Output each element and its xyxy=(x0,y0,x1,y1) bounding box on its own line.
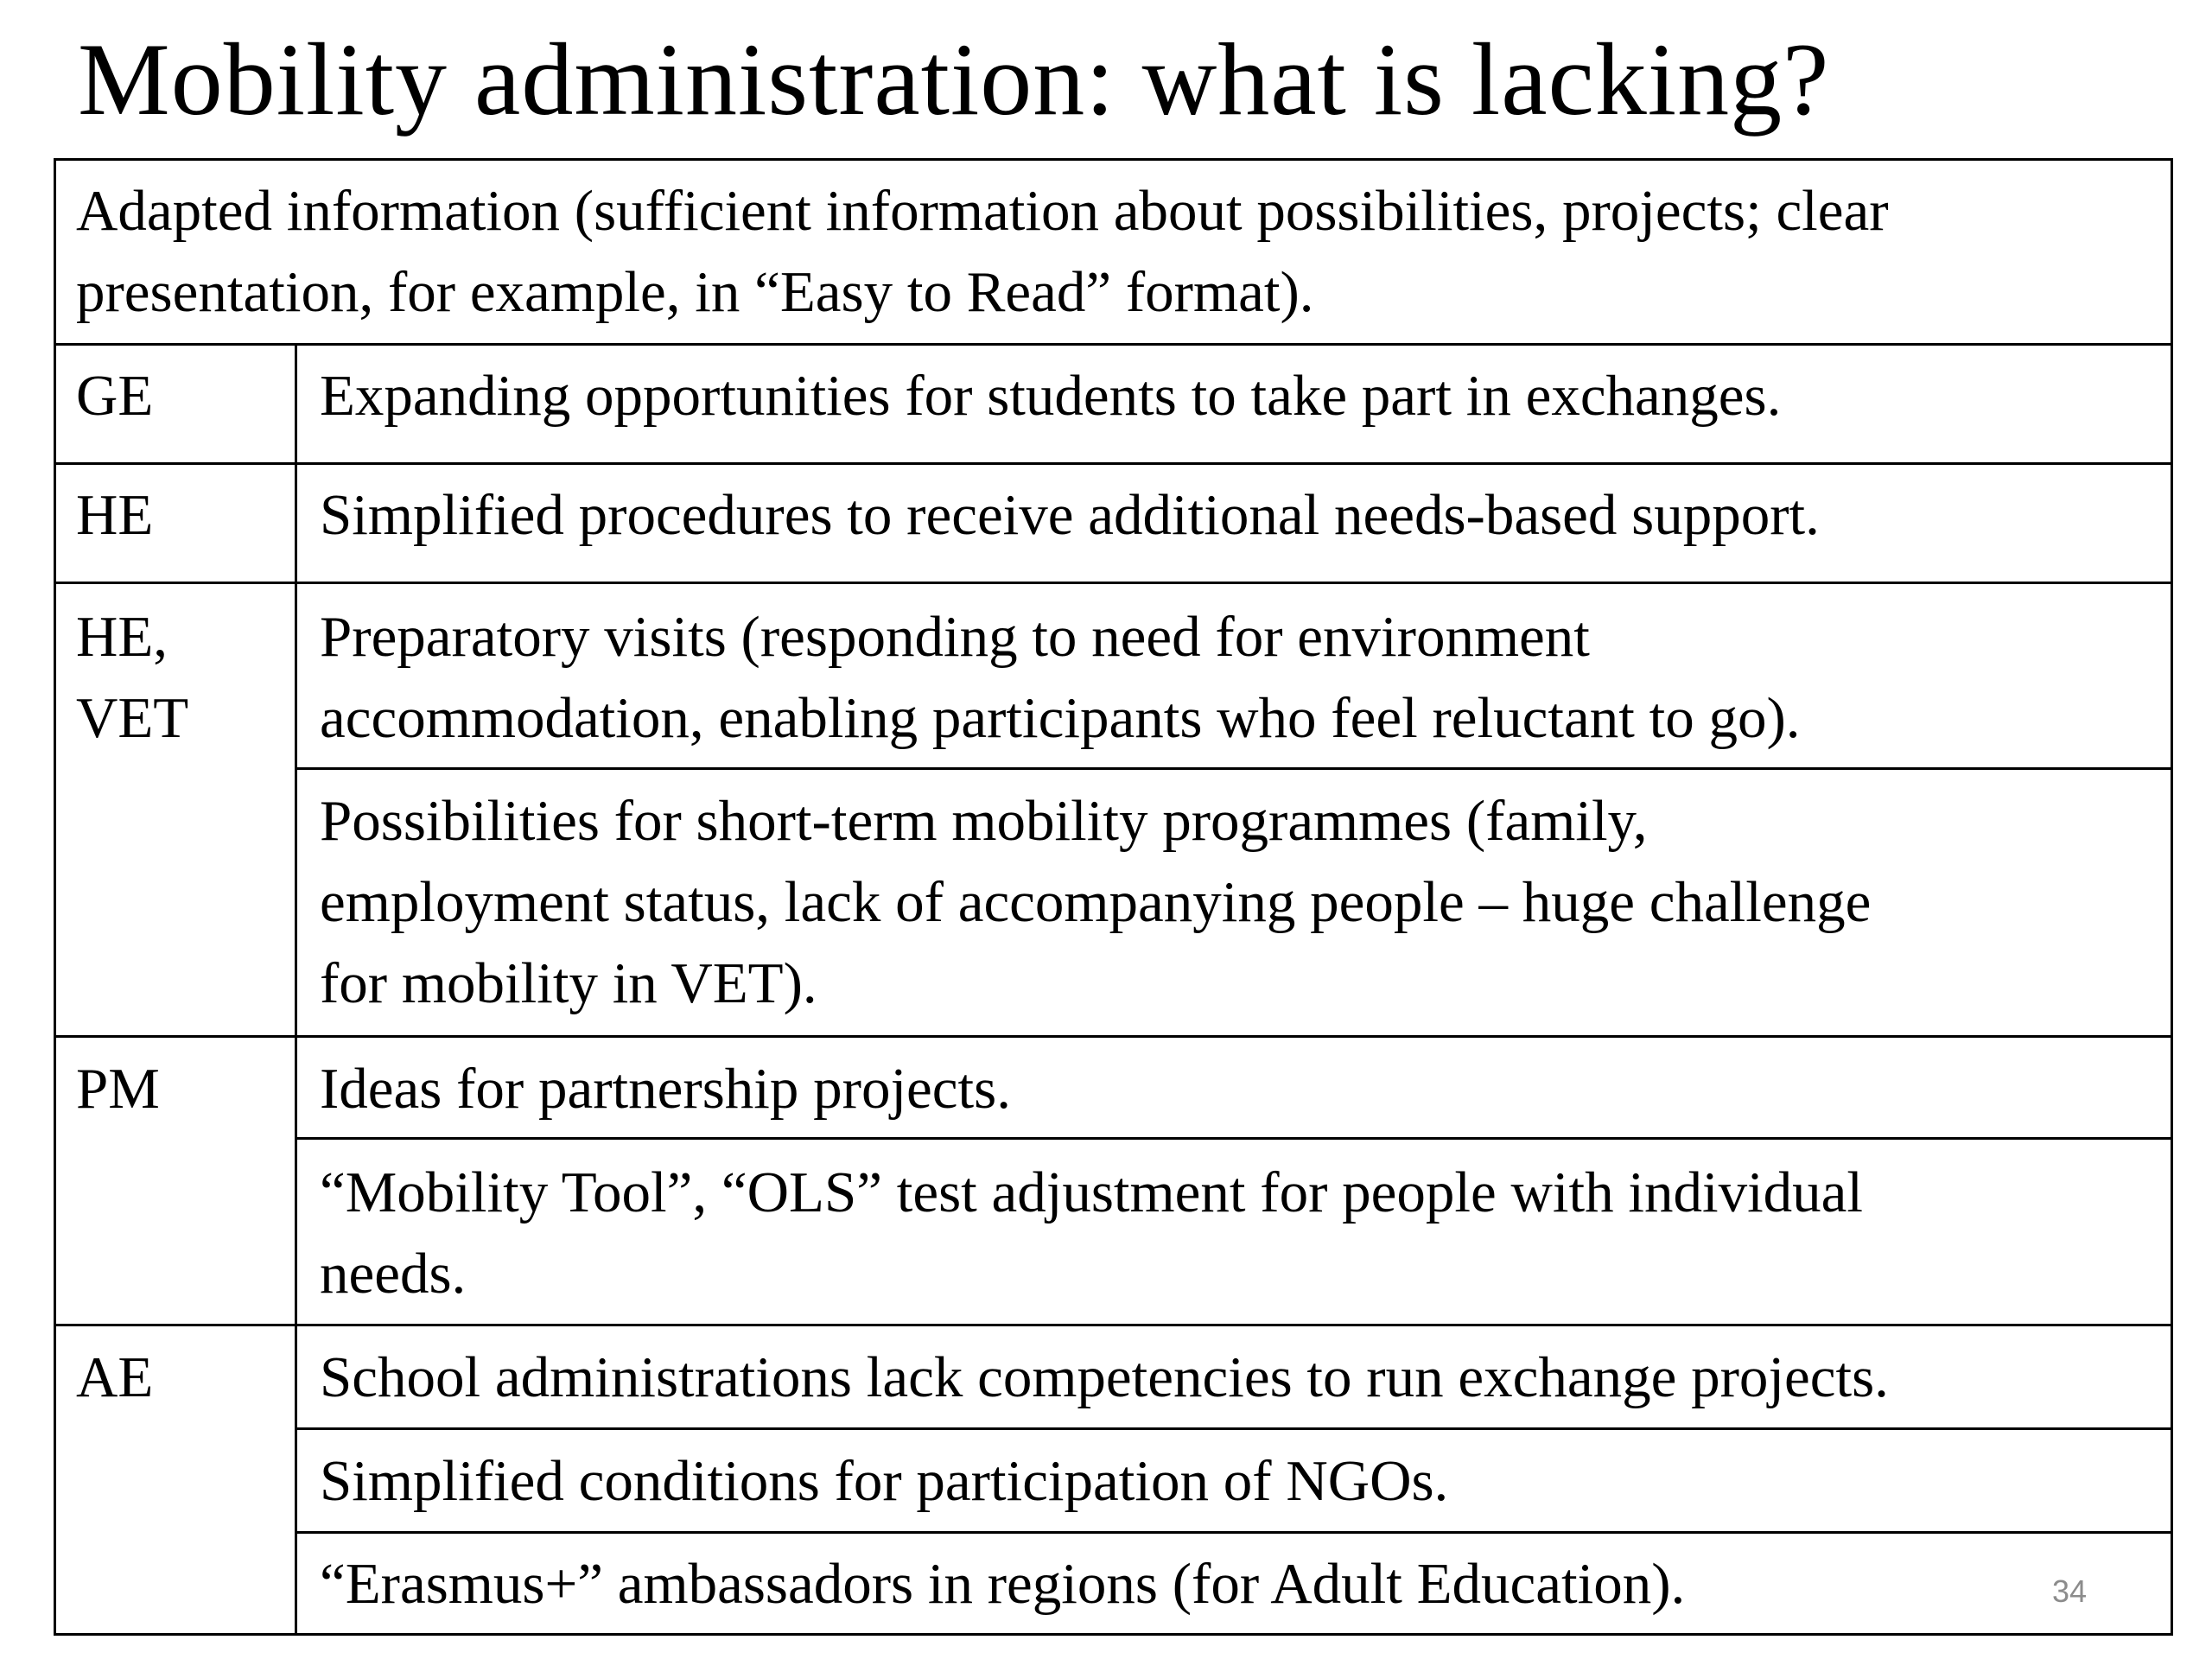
pm-item: “Mobility Tool”, “OLS” test adjustment for people with individual xyxy=(320,1160,1864,1224)
he-vet-item: for mobility in VET). xyxy=(320,951,817,1015)
row-divider xyxy=(54,1035,2173,1038)
row-divider xyxy=(296,1427,2173,1430)
pm-item: Ideas for partnership projects. xyxy=(320,1057,1011,1121)
group-label-he-vet: VET xyxy=(76,686,189,750)
group-label-ge: GE xyxy=(76,364,154,428)
group-label-pm: PM xyxy=(76,1057,160,1121)
pm-item: needs. xyxy=(320,1242,467,1306)
group-label-ae: AE xyxy=(76,1345,154,1409)
he-vet-item: Preparatory visits (responding to need for environment xyxy=(320,605,1590,669)
page-title: Mobility administration: what is lacking? xyxy=(78,22,1830,137)
row-divider xyxy=(296,767,2173,770)
ae-item: “Erasmus+” ambassadors in regions (for Adult Education). xyxy=(320,1552,1686,1616)
row-divider xyxy=(54,582,2173,584)
he-vet-item: Possibilities for short-term mobility programmes (family, xyxy=(320,789,1648,853)
group-label-he: HE xyxy=(76,483,154,547)
he-vet-item: employment status, lack of accompanying people – huge challenge xyxy=(320,870,1872,934)
intro-line: presentation, for example, in “Easy to Read” format). xyxy=(76,260,1314,324)
he-item: Simplified procedures to receive additional needs-based support. xyxy=(320,483,1820,547)
ae-item: Simplified conditions for participation of NGOs. xyxy=(320,1449,1449,1513)
column-divider xyxy=(295,343,297,1636)
ge-item: Expanding opportunities for students to take part in exchanges. xyxy=(320,364,1782,428)
row-divider xyxy=(54,462,2173,465)
group-label-he-vet: HE, xyxy=(76,605,168,669)
row-divider xyxy=(296,1137,2173,1140)
he-vet-item: accommodation, enabling participants who feel reluctant to go). xyxy=(320,686,1801,750)
page-number: 34 xyxy=(2052,1573,2088,1609)
ae-item: School administrations lack competencies to run exchange projects. xyxy=(320,1345,1889,1409)
row-divider xyxy=(296,1531,2173,1534)
intro-line: Adapted information (sufficient information about possibilities, projects; clear xyxy=(76,179,1889,243)
row-divider xyxy=(54,1324,2173,1326)
row-divider xyxy=(54,343,2173,346)
